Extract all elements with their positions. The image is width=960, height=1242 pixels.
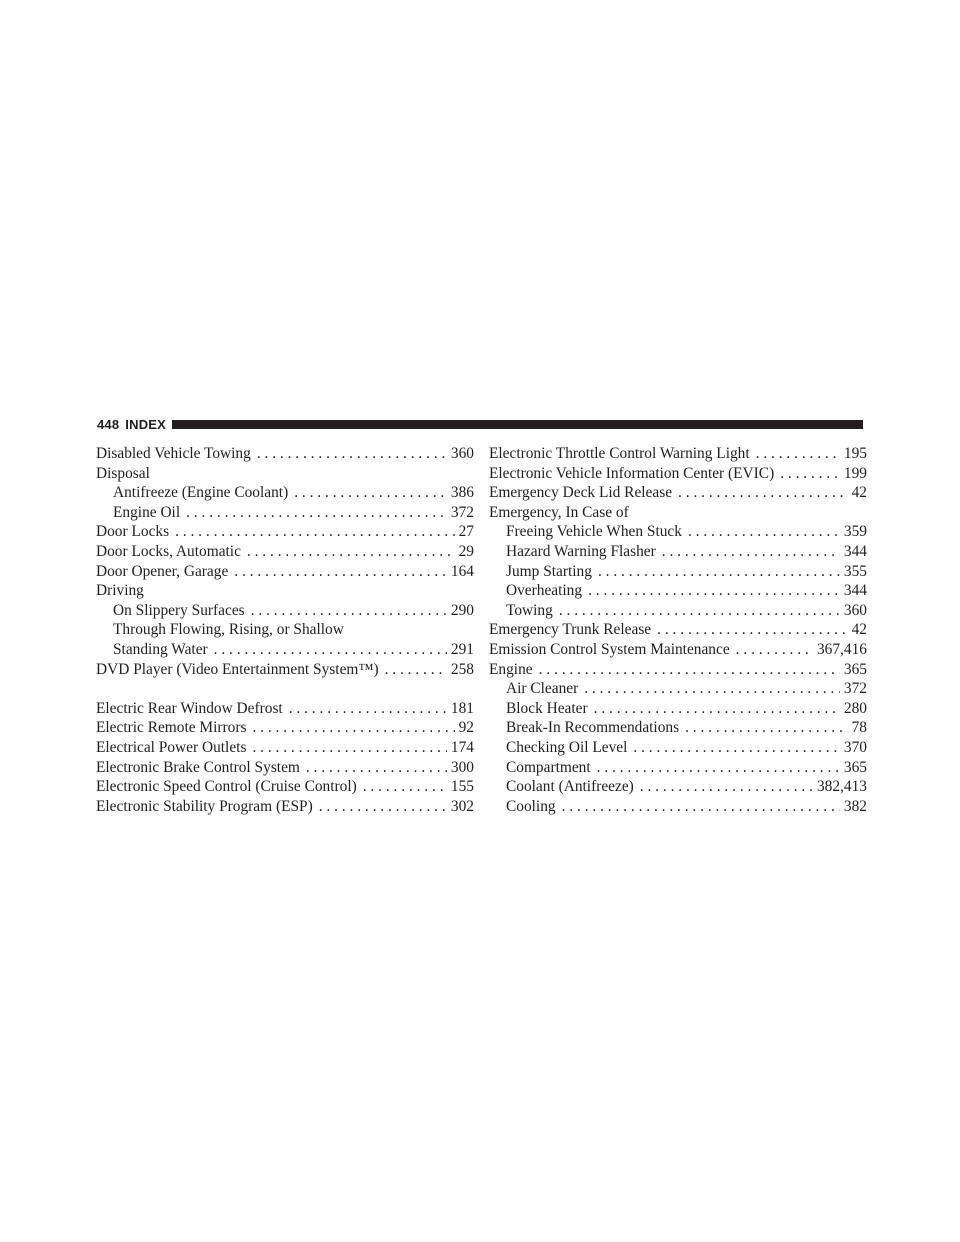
dot-leader [283,699,447,719]
index-entry-label: Standing Water [113,640,208,658]
index-entry-page: 155 [450,778,474,796]
page-header [97,415,863,433]
index-entry-label: Emergency Trunk Release [489,621,652,639]
index-entry [489,718,867,738]
dot-leader [241,542,455,562]
index-entry-label: Freeing Vehicle When Stuck [506,523,682,541]
index-entry [96,601,474,621]
index-entry-page: 370 [843,738,867,756]
dot-leader [246,738,446,758]
index-entry-label: Electrical Power Outlets [96,738,247,756]
dot-leader [634,777,813,797]
index-entry-label: Electric Remote Mirrors [96,719,247,737]
index-entry [489,679,867,699]
index-entry-label: Electric Rear Window Defrost [96,699,283,717]
dot-leader [582,581,840,601]
index-entry-page: 365 [843,660,867,678]
index-entry [489,444,867,464]
dot-leader [730,640,813,660]
index-entry-label: Cooling [506,797,556,815]
index-entry-page: 382 [843,797,867,815]
index-entry [489,620,867,640]
dot-leader [578,679,840,699]
index-entry-page: 386 [450,484,474,502]
dot-leader [750,444,840,464]
index-entry-label: Emergency, In Case of [489,503,629,521]
index-entry [96,738,474,758]
index-entry-label: Air Cleaner [506,680,579,698]
index-entry-label: Electronic Vehicle Information Center (EVIC) [489,464,775,482]
index-entry-page: 29 [458,542,474,560]
index-entry-label: Checking Oil Level [506,738,628,756]
index-entry-label: Engine Oil [113,503,181,521]
index-entry-label: On Slippery Surfaces [113,601,245,619]
index-entry-page: 92 [458,719,474,737]
index-entry-page: 382,413 [816,778,867,796]
index-entry-page: 360 [843,601,867,619]
index-entry-label: Electronic Speed Control (Cruise Control) [96,778,357,796]
dot-leader [180,503,447,523]
dot-leader [591,758,840,778]
index-spacer [96,679,474,699]
dot-leader [379,660,447,680]
dot-leader [251,444,447,464]
dot-leader [533,660,840,680]
index-entry-page: 280 [843,699,867,717]
index-entry [96,777,474,797]
index-entry-label: Electronic Stability Program (ESP) [96,797,313,815]
index-entry-page: 359 [843,523,867,541]
index-entry [489,738,867,758]
index-entry-page: 290 [450,601,474,619]
dot-leader [588,699,840,719]
index-entry-page: 199 [843,464,867,482]
dot-leader [774,464,840,484]
index-entry-page: 181 [450,699,474,717]
dot-leader [656,542,840,562]
index-entry-label: Disposal [96,464,150,482]
index-entry [96,483,474,503]
index-entry [96,503,474,523]
index-entry-label: Engine [489,660,533,678]
index-entry [489,640,867,660]
dot-leader [313,797,447,817]
index-entry [96,620,474,640]
index-entry [489,699,867,719]
index-entry-page: 372 [843,680,867,698]
index-entry-label: Electronic Brake Control System [96,758,300,776]
index-entry-label: Driving [96,582,144,600]
index-entry-page: 291 [450,640,474,658]
index-entry-label: Block Heater [506,699,588,717]
index-entry [489,562,867,582]
index-entry-label: Door Opener, Garage [96,562,229,580]
index-entry [96,542,474,562]
index-entry [96,797,474,817]
page-number: 448 [97,416,120,432]
index-entry-page: 355 [843,562,867,580]
dot-leader [208,640,447,660]
index-entry-page: 42 [851,621,867,639]
section-title: INDEX [125,416,167,432]
index-entry-page: 195 [843,445,867,462]
index-entry-page: 164 [450,562,474,580]
dot-leader [556,797,840,817]
index-entry-page: 258 [450,660,474,678]
index-entry-label: Antifreeze (Engine Coolant) [113,484,289,502]
index-entry [96,444,474,464]
dot-leader [300,758,447,778]
index-entry-label: Disabled Vehicle Towing [96,445,251,462]
index-entry-page: 360 [450,445,474,462]
dot-leader [627,738,840,758]
index-entry [489,601,867,621]
index-entry-label: Towing [506,601,553,619]
index-entry-page: 300 [450,758,474,776]
index-entry-label: Jump Starting [506,562,592,580]
index-entry [96,640,474,660]
index-entry-page: 78 [851,719,867,737]
index-entry-label: Overheating [506,582,583,600]
index-entry [489,581,867,601]
index-entry [96,581,474,601]
index-entry [489,777,867,797]
index-entry-page: 42 [851,484,867,502]
index-entry-label: Hazard Warning Flasher [506,542,656,560]
index-column-right [489,444,867,816]
index-entry-label: Emergency Deck Lid Release [489,484,673,502]
index-entry-label: Compartment [506,758,591,776]
dot-leader [228,562,447,582]
index-entry-page: 344 [843,582,867,600]
index-entry-page: 372 [450,503,474,521]
index-entry [96,758,474,778]
index-entry [96,718,474,738]
index-entry [96,522,474,542]
index-entry-page: 344 [843,542,867,560]
dot-leader [288,483,447,503]
index-entry [489,758,867,778]
index-entry [96,464,474,484]
index-entry [489,503,867,523]
dot-leader [651,620,847,640]
dot-leader [245,601,447,621]
index-entry [489,522,867,542]
index-entry [489,797,867,817]
index-entry [489,660,867,680]
index-entry-label: Break-In Recommendations [506,719,680,737]
dot-leader [246,718,454,738]
index-entry-page: 302 [450,797,474,815]
dot-leader [682,522,840,542]
index-entry [489,542,867,562]
dot-leader [357,777,447,797]
index-entry-label: Coolant (Antifreeze) [506,778,634,796]
dot-leader [169,522,455,542]
index-entry [96,660,474,680]
index-entry [489,483,867,503]
index-entry-label: Door Locks, Automatic [96,542,241,560]
index-entry-label: Through Flowing, Rising, or Shallow [113,621,344,639]
index-entry [96,562,474,582]
index-entry-page: 367,416 [816,640,867,658]
index-entry-page: 27 [458,523,474,541]
index-entry-page: 174 [450,738,474,756]
dot-leader [592,562,840,582]
index-entry-page: 365 [843,758,867,776]
index-entry-label: Emission Control System Maintenance [489,640,730,658]
index-entry-label: Door Locks [96,523,170,541]
index-entry [96,699,474,719]
dot-leader [679,718,848,738]
index-entry-label: DVD Player (Video Entertainment System™) [96,660,379,678]
dot-leader [553,601,840,621]
header-rule [172,420,863,429]
index-entry [489,464,867,484]
dot-leader [672,483,848,503]
index-column-left [96,444,474,816]
index-entry-label: Electronic Throttle Control Warning Light [489,445,750,462]
